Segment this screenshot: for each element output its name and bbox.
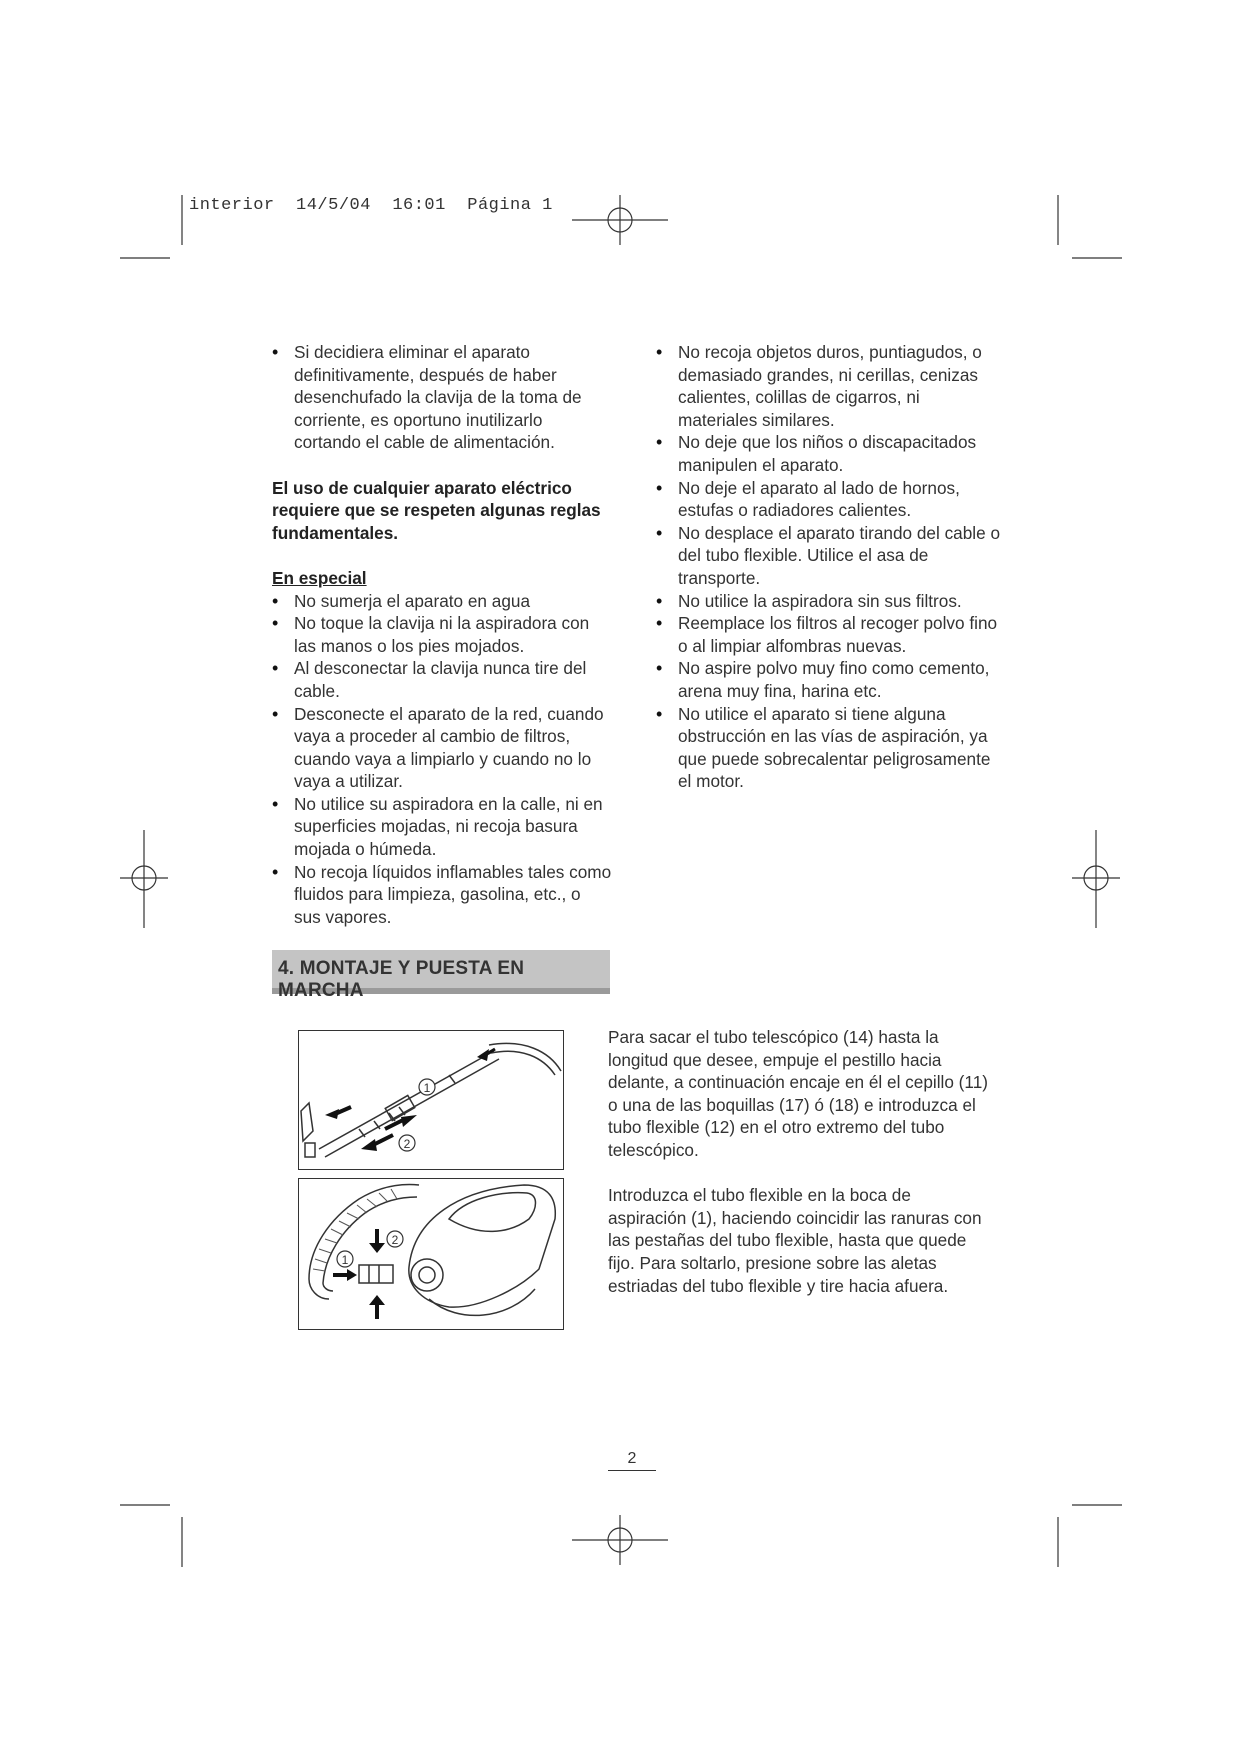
- step-2-marker: [399, 1135, 415, 1151]
- intro-list: [272, 341, 612, 454]
- list-item: • No toque la clavija ni la aspiradora con las manos o los pies mojados.: [272, 612, 612, 657]
- list-item: • No utilice su aspiradora en la calle, ni en superficies mojadas, ni recoja basura mojada o húmeda.: [272, 793, 612, 861]
- safety-warning: El uso de cualquier aparato eléctrico requiere que se respeten algunas reglas fundamentales.: [272, 477, 601, 543]
- safety-list-right: [656, 341, 1001, 793]
- right-column: [656, 341, 1001, 793]
- list-item: • No sumerja el aparato en agua: [272, 590, 612, 613]
- section-heading-bar: [272, 950, 610, 1001]
- list-item: • Al desconectar la clavija nunca tire del cable.: [272, 657, 612, 702]
- paragraph-flexible-hose: Introduzca el tubo flexible en la boca de aspiración (1), haciendo coincidir las ranuras con las pestañas del tubo flexible, hasta que quede fijo. Para soltarlo, presione sobre las aletas estriadas del tubo flexible y tire hacia afuera.: [608, 1185, 982, 1296]
- list-item: • No utilice el aparato si tiene alguna obstrucción en las vías de aspiración, ya que puede sobrecalentar peligrosamente el motor.: [656, 703, 1001, 793]
- list-item: • Reemplace los filtros al recoger polvo fino o al limpiar alfombras nuevas.: [656, 612, 1001, 657]
- list-item: • No deje que los niños o discapacitados manipulen el aparato.: [656, 431, 1001, 476]
- list-item: • No deje el aparato al lado de hornos, estufas o radiadores calientes.: [656, 477, 1001, 522]
- step-1-label: 1: [341, 1253, 349, 1267]
- step-1-label: 1: [423, 1081, 431, 1095]
- step-2-marker: [387, 1231, 403, 1247]
- list-item: • No desplace el aparato tirando del cable o del tubo flexible. Utilice el asa de transporte.: [656, 522, 1001, 590]
- list-item: • No recoja líquidos inflamables tales como fluidos para limpieza, gasolina, etc., o sus vapores.: [272, 861, 612, 929]
- telescopic-tube-illustration: [299, 1031, 562, 1168]
- step-1-marker: [337, 1251, 353, 1267]
- step-1-marker: [419, 1079, 435, 1095]
- assembly-instructions: [608, 1026, 993, 1320]
- page-number: 2: [608, 1450, 656, 1471]
- list-item: • Desconecte el aparato de la red, cuando vaya a proceder al cambio de filtros, cuando vaya a limpiarlo y cuando no lo vaya a utilizar.: [272, 703, 612, 793]
- figure-hose-connection: [298, 1178, 564, 1330]
- paragraph-telescopic-tube: Para sacar el tubo telescópico (14) hasta la longitud que desee, empuje el pestillo hacia delante, a continuación encaje en él el cepillo (11) o una de las boquillas (17) ó (18) e introduzca el tubo flexible (12) en el otro extremo del tubo telescópico.: [608, 1027, 988, 1160]
- step-2-label: 2: [391, 1233, 399, 1247]
- figure-telescopic-tube: [298, 1030, 564, 1170]
- section-title: 4. MONTAJE Y PUESTA EN MARCHA: [278, 958, 525, 1001]
- left-column: [272, 341, 612, 928]
- print-slug: interior 14/5/04 16:01 Página 1: [189, 196, 553, 215]
- subheading-en-especial: En especial: [272, 567, 367, 588]
- list-item: • No utilice la aspiradora sin sus filtros.: [656, 590, 1001, 613]
- hose-connection-illustration: [299, 1179, 562, 1328]
- safety-list-left: [272, 590, 612, 929]
- list-item: • No recoja objetos duros, puntiagudos, o demasiado grandes, ni cerillas, cenizas calientes, colillas de cigarros, ni materiales similares.: [656, 341, 1001, 431]
- step-2-label: 2: [403, 1137, 411, 1151]
- list-item: • No aspire polvo muy fino como cemento, arena muy fina, harina etc.: [656, 657, 1001, 702]
- list-item: • Si decidiera eliminar el aparato definitivamente, después de haber desenchufado la clavija de la toma de corriente, es oportuno inutilizarlo cortando el cable de alimentación.: [272, 341, 612, 454]
